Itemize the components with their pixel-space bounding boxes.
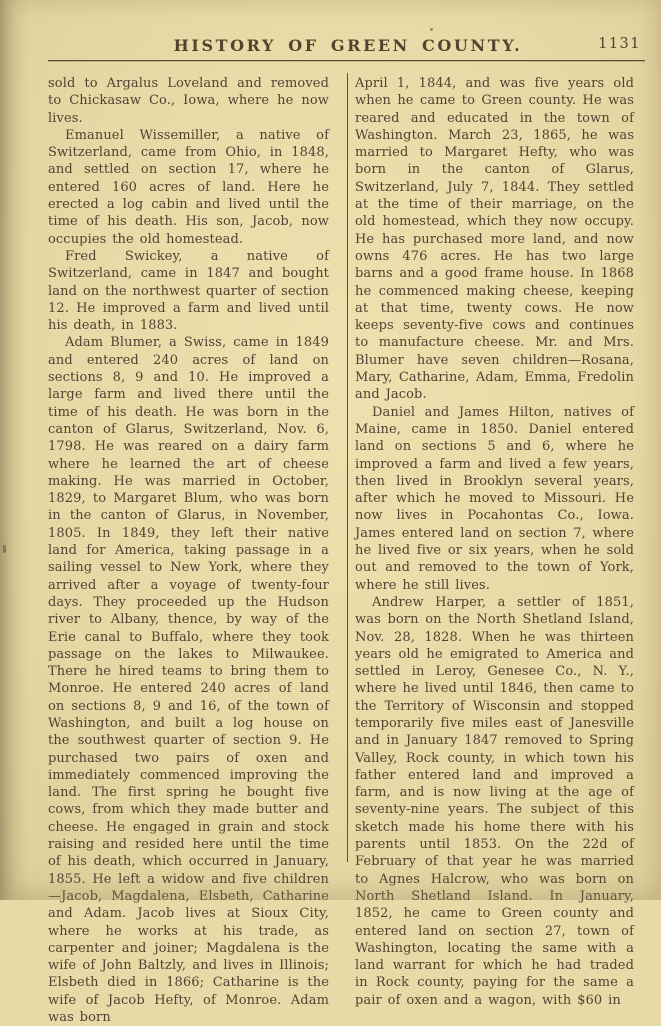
left-paragraph-2: Emanuel Wissemiller, a native of Switzerland, came from Ohio, in 1848, and settled on section 17, where he entered 160 acres of land. Here he erected a log cabin and lived until the time of his death. His son, Jacob, now occupies the old homestead.	[48, 127, 329, 247]
right-paragraph-2: Daniel and James Hilton, natives of Maine, came in 1850. Daniel entered land on sections 5 and 6, where he improved a farm and lived a few years, then lived in Brooklyn several years, after which he moved to Missouri. He now lives in Pocahontas Co., Iowa. James entered land on section 7, where he lived five or six years, when he sold out and removed to the town of York, where he still lives.	[355, 404, 634, 593]
text-columns	[48, 73, 645, 1026]
left-paragraph-3: Fred Swickey, a native of Switzerland, came in 1847 and bought land on the northwest quarter of section 12. He improved a farm and lived until his death, in 1883.	[48, 248, 329, 334]
scan-speck	[430, 28, 433, 31]
page-title: HISTORY OF GREEN COUNTY.	[173, 36, 523, 55]
page-number: 1131	[598, 36, 641, 52]
right-paragraph-1: April 1, 1844, and was five years old when he came to Green county. He was reared and educated in the town of Washington. March 23, 1865, he was married to Margaret Hefty, who was born in the canton of Glarus, Switzerland, July 7, 1844. They settled at the time of their marriage, on the old homestead, which they now occupy. He has purchased more land, and now owns 476 acres. He has two large barns and a good frame house. In 1868 he commenced making cheese, keeping at that time, twenty cows. He now keeps seventy-five cows and continues to manufacture cheese. Mr. and Mrs. Blumer have seven children—Rosana, Mary, Catharine, Adam, Emma, Fredolin and Jacob.	[355, 76, 634, 403]
right-paragraph-3: Andrew Harper, a settler of 1851, was born on the North Shetland Island, Nov. 28, 1828. When he was thirteen years old he emigrated to America and settled in Leroy, Genesee Co., N. Y., where he lived until 1846, then came to the Territory of Wisconsin and stopped temporarily five miles east of Janesville and in January 1847 removed to Spring Valley, Rock county, in which town his father entered land and improved a farm, and is now living at the age of seventy-nine years. The subject of this sketch made his home there with his parents until 1853. On the 22d of February of that year he was married to Agnes Halcrow, who was born on North Shetland Island. In January, 1852, he came to Green county and entered land on section 27, town of Washington, locating the same with a land warrant for which he had traded in Rock county, paying for the same a pair of oxen and a wagon, with $60 in	[355, 594, 634, 1008]
column-divider	[347, 73, 348, 862]
left-column	[48, 75, 329, 1026]
left-paragraph-1: sold to Argalus Loveland and removed to Chickasaw Co., Iowa, where he now lives.	[48, 76, 329, 126]
right-column	[355, 75, 634, 1009]
left-paragraph-4: Adam Blumer, a Swiss, came in 1849 and entered 240 acres of land on sections 8, 9 and 10. He improved a large farm and lived there until the time of his death. He was born in the canton of Glarus, Switzerland, Nov. 6, 1798. He was reared on a dairy farm where he learned the art of cheese making. He was married in October, 1829, to Margaret Blum, who was born in the canton of Glarus, in November, 1805. In 1849, they left their native land for America, taking passage in a sailing vessel to New York, where they arrived after a voyage of twenty-four days. They proceeded up the Hudson river to Albany, thence, by way of the Erie canal to Buffalo, where they took passage on the lakes to Milwaukee. There he hired teams to bring them to Monroe. He entered 240 acres of land on sections 8, 9 and 16, of the town of Washington, and built a log house on the southwest quarter of section 9. He purchased two pairs of oxen and immediately commenced improving the land. The first spring he bought five cows, from which they made butter and cheese. He engaged in grain and stock raising and resided here until the time of his death, which occurred in January, 1855. He left a widow and five children—Jacob, Magdalena, Elsbeth, Catharine and Adam. Jacob lives at Sioux City, where he works at his trade, as carpenter and joiner; Magdalena is the wife of John Baltzly, and lives in Illinois; Elsbeth died in 1866; Catharine is the wife of Jacob Hefty, of Monroe. Adam was born	[48, 335, 329, 1026]
page-gutter-shadow	[0, 0, 28, 900]
header-rule	[48, 60, 645, 61]
